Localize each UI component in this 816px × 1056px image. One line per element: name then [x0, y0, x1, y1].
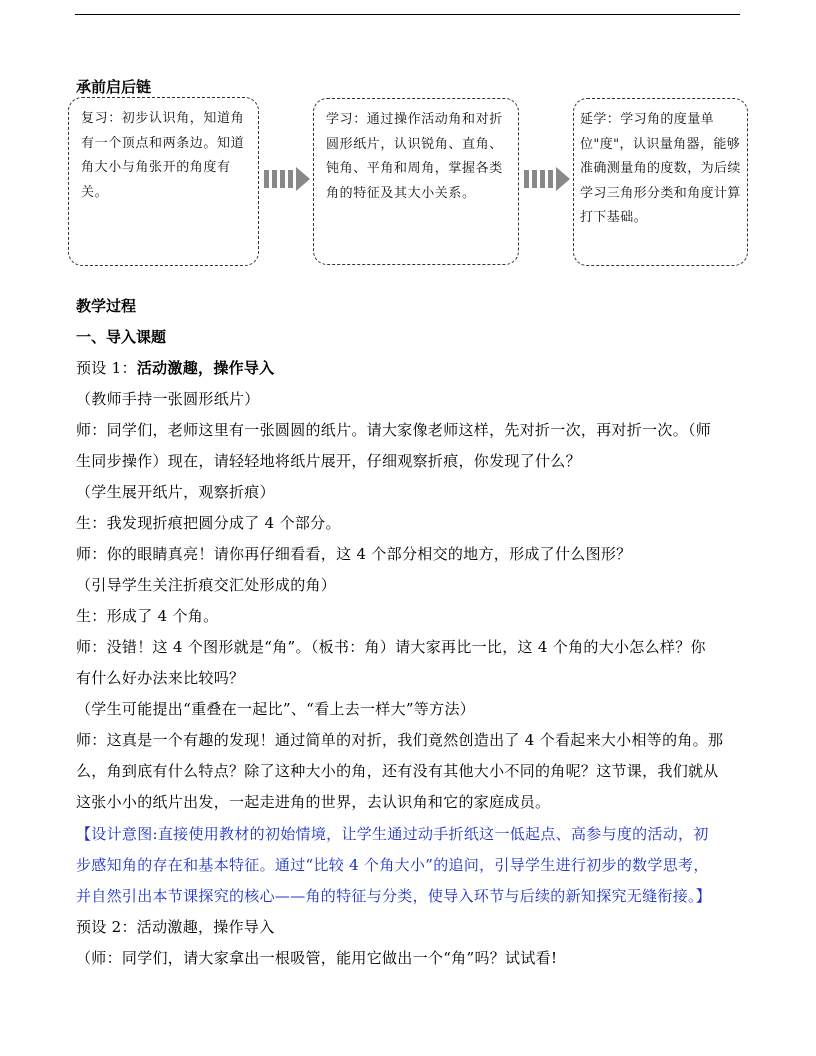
lesson-line: 师：没错！这 4 个图形就是“角”。（板书：角）请大家再比一比，这 4 个角的大小怎么样？你 — [76, 638, 706, 656]
flow-box-review: 复习：初步认识角，知道角有一个顶点和两条边。知道角大小与角张开的角度有关。 — [68, 97, 259, 266]
arrow-right-icon — [264, 167, 310, 191]
preset-1 — [76, 358, 746, 378]
design-intent-line: 步感知角的存在和基本特征。通过“比较 4 个角大小”的追问，引导学生进行初步的数学思考， — [76, 856, 709, 874]
lesson-line: （师：同学们，请大家拿出一根吸管，能用它做出一个“角”吗？试试看! — [76, 949, 558, 967]
lesson-line: 生：我发现折痕把圆分成了 4 个部分。 — [76, 514, 341, 532]
lesson-line: （学生可能提出“重叠在一起比”、“看上去一样大”等方法） — [76, 700, 476, 718]
lesson-line: 生：形成了 4 个角。 — [76, 607, 219, 625]
preset-2: 预设 2：活动激趣，操作导入 — [76, 918, 275, 936]
lesson-line: 有什么好办法来比较吗？ — [76, 669, 245, 687]
flow-box-learn: 学习：通过操作活动角和对折圆形纸片，认识锐角、直角、钝角、平角和周角，掌握各类角的特征及其大小关系。 — [313, 98, 519, 265]
preset-1-title: 活动激趣，操作导入 — [136, 359, 275, 377]
lesson-line: （学生展开纸片，观察折痕） — [76, 483, 275, 501]
section-title: 教学过程 — [76, 297, 137, 315]
header-rule — [75, 14, 740, 15]
lesson-line: 生同步操作）现在，请轻轻地将纸片展开，仔细观察折痕，你发现了什么？ — [76, 452, 581, 470]
lesson-line: （引导学生关注折痕交汇处形成的角） — [76, 576, 337, 594]
preset-1-label: 预设 1： — [76, 359, 137, 377]
arrow-right-icon — [524, 167, 570, 191]
lesson-line: 师：你的眼睛真亮！请你再仔细看看，这 4 个部分相交的地方，形成了什么图形？ — [76, 545, 632, 563]
design-intent-line: 【设计意图:直接使用教材的初始情境，让学生通过动手折纸这一低起点、高参与度的活动，初 — [76, 825, 709, 843]
lesson-line: （教师手持一张圆形纸片） — [76, 390, 260, 408]
flow-box-extend: 延学：学习角的度量单位"度"，认识量角器，能够准确测量角的度数，为后续学习三角形分类和角度计算打下基础。 — [573, 98, 748, 266]
design-intent-line: 并自然引出本节课探究的核心——角的特征与分类，使导入环节与后续的新知探究无缝衔接。】 — [76, 887, 712, 905]
lesson-line: 师：同学们，老师这里有一张圆圆的纸片。请大家像老师这样，先对折一次，再对折一次。（师 — [76, 421, 712, 439]
lesson-line: 师：这真是一个有趣的发现！通过简单的对折，我们竟然创造出了 4 个看起来大小相等的角。那 — [76, 731, 724, 749]
lesson-line: 么，角到底有什么特点？除了这种大小的角，还有没有其他大小不同的角呢？这节课，我们就从 — [76, 762, 719, 780]
chain-heading: 承前启后链 — [76, 78, 152, 96]
section-subtitle: 一、导入课题 — [76, 328, 167, 346]
lesson-line: 这张小小的纸片出发，一起走进角的世界，去认识角和它的家庭成员。 — [76, 793, 551, 811]
